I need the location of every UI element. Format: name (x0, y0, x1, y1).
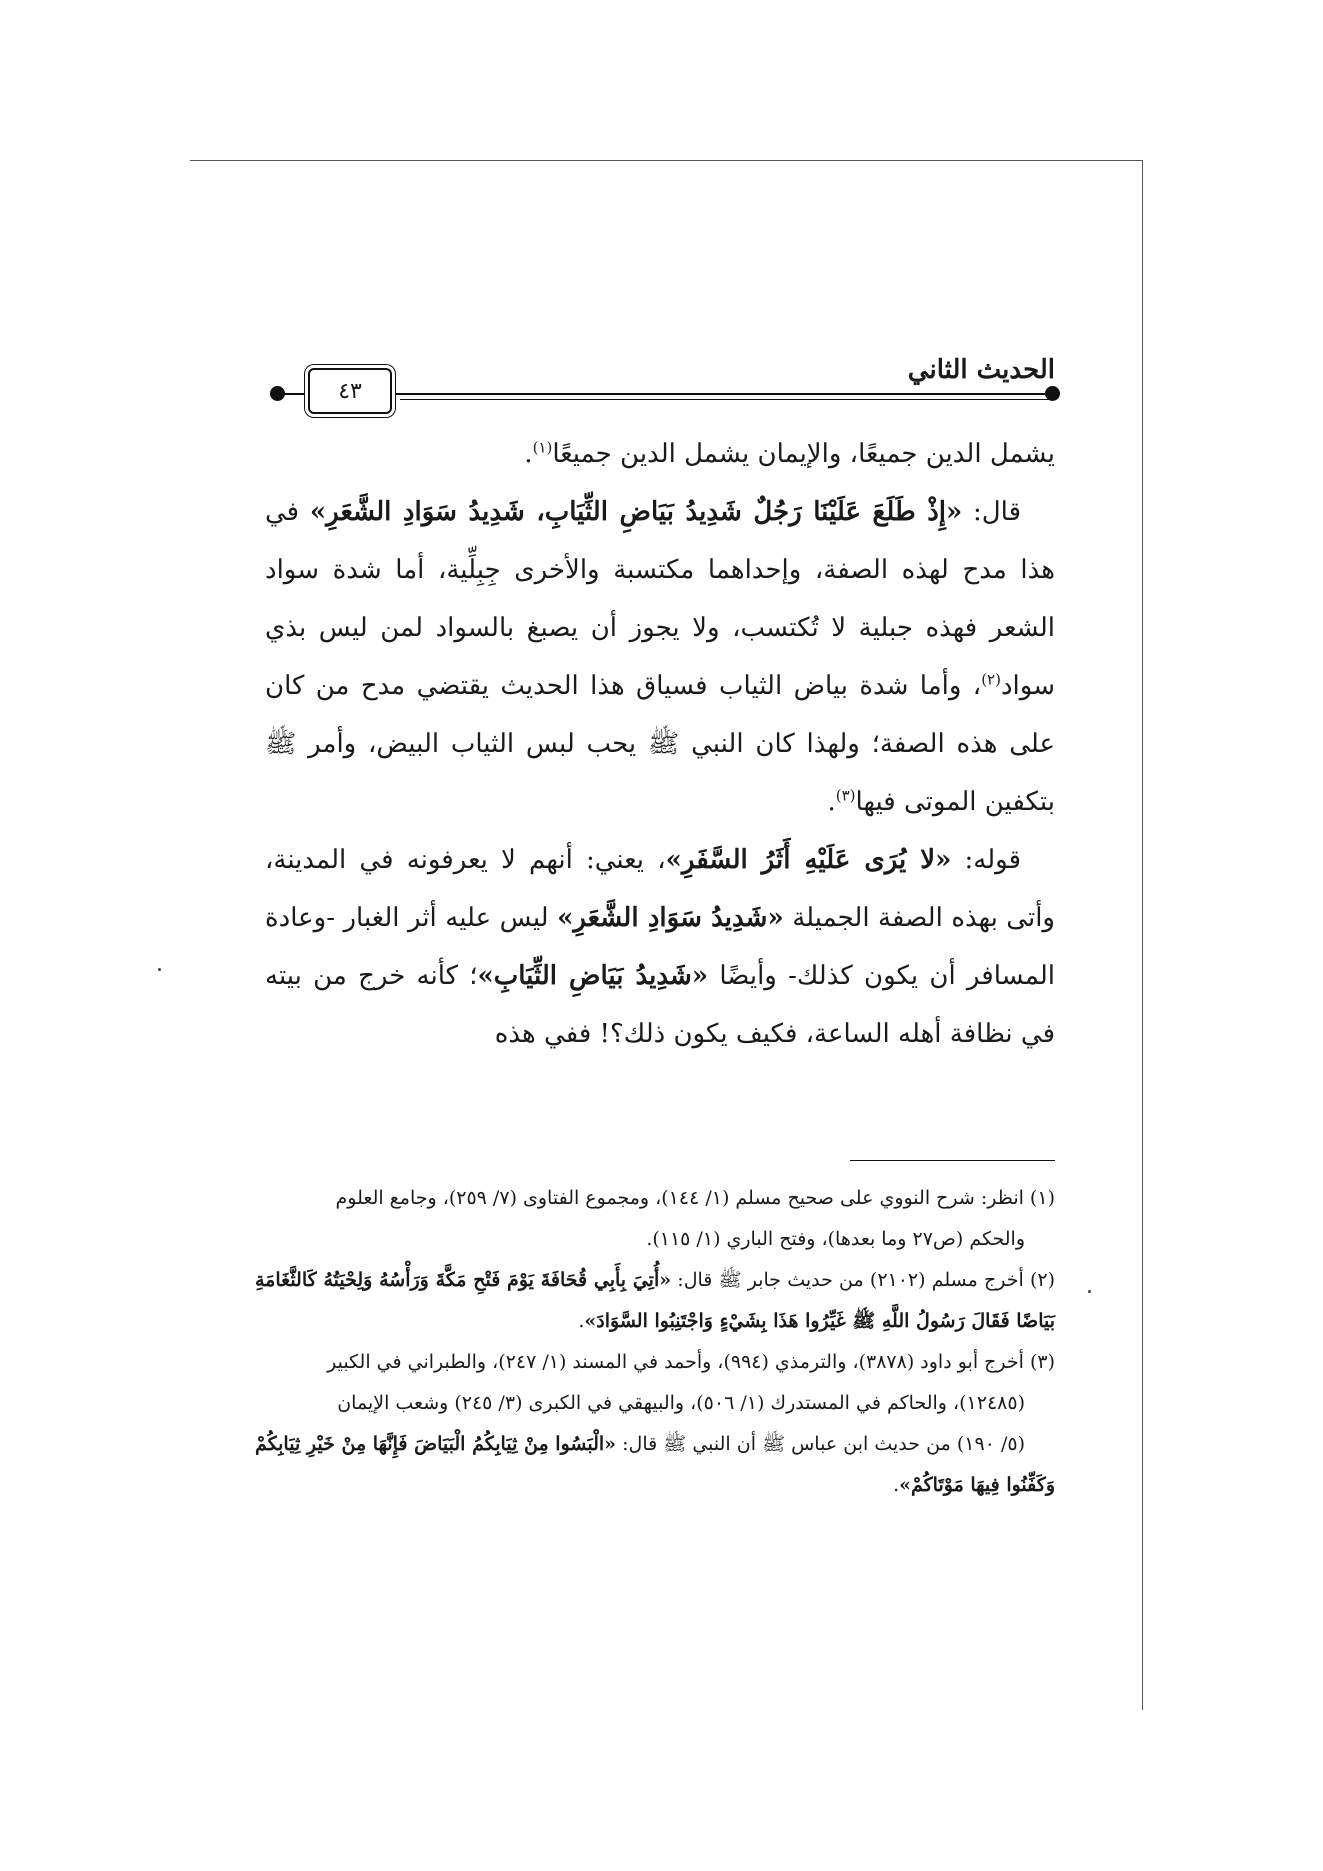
footnote-2 (255, 1260, 1055, 1342)
running-title: الحديث الثاني (907, 355, 1055, 385)
text-run: ، وأما شدة بياض الثياب فسياق هذا الحديث يقتضي مدح من كان على هذه الصفة؛ ولهذا كان النبي ﷺ يحب لبس الثياب البيض، وأمر ﷺ بتكفين الموتى فيها (265, 671, 1055, 817)
footnote-text: (١) انظر: شرح النووي على صحيح مسلم (١/ ١٤٤)، ومجموع الفتاوى (٧/ ٢٥٩)، وجامع العلوم (335, 1187, 1055, 1209)
paragraph-3 (265, 831, 1055, 1063)
footnote-1 (255, 1178, 1055, 1260)
text-run: ، يعني: أنهم لا يعرفونه في المدينة، وأتى بهذه الصفة الجميلة (265, 845, 1055, 933)
footnote-text: . (578, 1310, 585, 1332)
footnote-text: والحكم (ص٢٧ وما بعدها)، وفتح الباري (١/ ١١٥). (646, 1228, 1025, 1250)
text-run: . (524, 439, 533, 469)
footnote-ref: (٣) (835, 786, 856, 805)
header-rule (280, 393, 1052, 395)
paragraph-2 (265, 483, 1055, 831)
text-run: ليس عليه أثر الغبار -وعادة المسافر أن يكون كذلك- وأيضًا (265, 903, 1055, 991)
text-run: قال: (962, 497, 1022, 527)
text-run: ؛ كأنه خرج من بيته في نظافة أهله الساعة، فكيف يكون ذلك؟! ففي هذه (265, 961, 1055, 1049)
footnote-text: (٢) أخرج مسلم (٢١٠٢) من حديث جابر ﷺ قال: (671, 1269, 1056, 1291)
hadith-quote: «لا يُرَى عَلَيْهِ أَثَرُ السَّفَرِ» (665, 845, 952, 875)
scan-border-top (190, 160, 1143, 161)
footnote-hadith-quote: «أُتِيَ بِأَبِي قُحَافَةَ يَوْمَ فَتْحِ مَكَّةَ وَرَأْسُهُ وَلِحْيَتُهُ كَالثَّغَامَةِ بَيَاضًا فَقَالَ رَسُولُ اللَّهِ ﷺ غَيِّرُوا هَذَا بِشَيْءٍ وَاجْتَنِبُوا السَّوَادَ» (255, 1269, 1055, 1332)
footnotes (255, 1178, 1055, 1506)
text-run: . (827, 787, 836, 817)
footnote-text: (١٢٤٨٥)، والحاكم في المستدرك (١/ ٥٠٦)، والبيهقي في الكبرى (٣/ ٢٤٥) وشعب الإيمان (337, 1392, 1025, 1414)
page-number: ٤٣ (308, 368, 392, 414)
footnote-hadith-quote: «الْبَسُوا مِنْ ثِيَابِكُمُ الْبَيَاضَ فَإِنَّهَا مِنْ خَيْرِ ثِيَابِكُمْ وَكَفِّنُوا فِيهَا مَوْتَاكُمْ» (255, 1433, 1055, 1496)
scan-speck (1088, 1290, 1091, 1293)
hadith-quote: «شَدِيدُ بَيَاضِ الثِّيَابِ» (477, 961, 709, 991)
scan-border-right (1142, 160, 1143, 1710)
header-ornament-dot (270, 386, 285, 401)
footnote-text: (٥/ ١٩٠) من حديث ابن عباس ﷺ أن النبي ﷺ قال: (616, 1433, 1025, 1455)
scan-speck (158, 968, 161, 971)
paragraph-1 (265, 425, 1055, 483)
text-run: في هذا مدح لهذه الصفة، وإحداهما مكتسبة والأخرى جِبِلِّية، أما شدة سواد الشعر فهذه جبلية لا تُكتسب، ولا يجوز أن يصبغ بالسواد لمن ليس بذي سواد (265, 497, 1055, 701)
footnote-text: (٣) أخرج أبو داود (٣٨٧٨)، والترمذي (٩٩٤)، وأحمد في المسند (١/ ٢٤٧)، والطبراني في الكبير (327, 1351, 1055, 1373)
footnote-text: . (893, 1474, 900, 1496)
text-run: قوله: (951, 845, 1021, 875)
hadith-quote: «إِذْ طَلَعَ عَلَيْنَا رَجُلٌ شَدِيدُ بَيَاضِ الثِّيَابِ، شَدِيدُ سَوَادِ الشَّعَرِ» (309, 497, 963, 527)
text-run: يشمل الدين جميعًا، والإيمان يشمل الدين جميعًا (552, 439, 1055, 469)
hadith-quote: «شَدِيدُ سَوَادِ الشَّعَرِ» (557, 903, 784, 933)
footnote-separator (850, 1160, 1055, 1161)
header-rule-thin (400, 399, 1052, 400)
page-header (270, 355, 1060, 415)
footnote-3 (255, 1342, 1055, 1506)
footnote-ref: (١) (532, 438, 553, 457)
main-text (265, 425, 1055, 1063)
footnote-ref: (٢) (981, 670, 1001, 689)
header-ornament-dot (1045, 386, 1060, 401)
